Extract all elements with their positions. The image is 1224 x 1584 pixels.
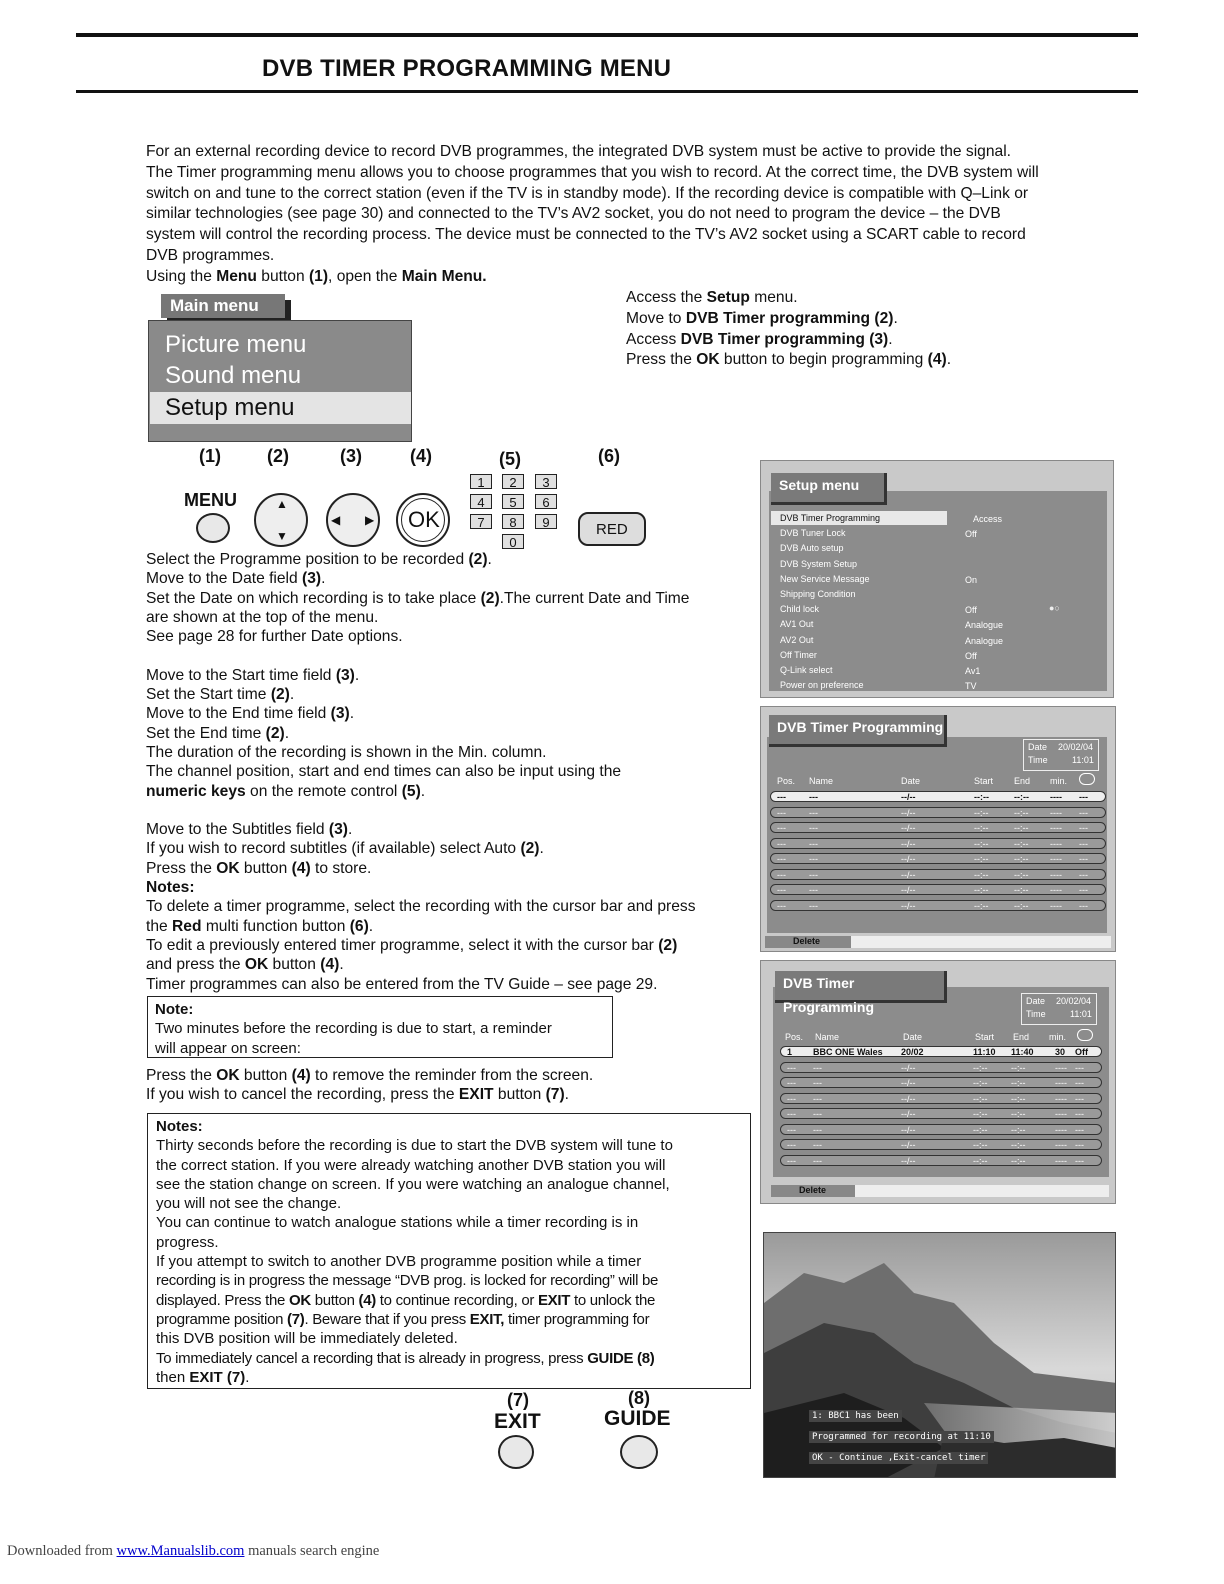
- step-move-timer: Move to DVB Timer programming (2).: [626, 309, 898, 327]
- table-cell: --:--: [973, 1124, 988, 1135]
- date-label: Date: [1028, 742, 1048, 752]
- main-menu-item-sound: Sound menu: [165, 362, 302, 389]
- notes-line: To immediately cancel a recording that is already in progress, press GUIDE (8): [156, 1349, 655, 1367]
- notes-line: you will not see the change.: [156, 1195, 342, 1213]
- table-cell: --:--: [974, 838, 989, 849]
- table-cell: ---: [1075, 1062, 1084, 1073]
- list-icon: [1077, 1029, 1093, 1041]
- table-cell: --:--: [973, 1078, 988, 1088]
- setup-row-label[interactable]: Q-Link select: [780, 665, 833, 675]
- table-cell: BBC ONE Wales: [813, 1047, 883, 1057]
- instructions: [146, 550, 758, 994]
- table-cell: --:--: [974, 807, 989, 818]
- table-cell: --:--: [1014, 838, 1029, 849]
- numeric-key-2[interactable]: 2: [502, 474, 524, 489]
- table-row[interactable]: [780, 1139, 1102, 1150]
- left-arrow-icon: ◀: [331, 513, 341, 527]
- table-cell: --/--: [901, 854, 916, 864]
- instr-line: numeric keys on the remote control (5).: [146, 782, 426, 800]
- reminder-screen-photo: [763, 1232, 1116, 1478]
- table-cell: ---: [787, 1124, 796, 1135]
- date-label: Date: [1026, 996, 1046, 1006]
- up-down-button[interactable]: [254, 493, 308, 547]
- table-row[interactable]: [780, 1093, 1102, 1104]
- table-cell: --:--: [1011, 1093, 1026, 1104]
- timer-column-header: Name: [815, 1032, 840, 1042]
- instr-line: See page 28 for further Date options.: [146, 628, 403, 646]
- table-cell: 1: [787, 1047, 793, 1057]
- table-cell: ---: [1075, 1078, 1084, 1088]
- table-cell: ---: [1079, 900, 1088, 911]
- instr-line: Timer programmes can also be entered from the TV Guide – see page 29.: [146, 975, 658, 993]
- setup-row-label[interactable]: DVB Timer Programming: [780, 513, 881, 523]
- table-cell: 20/02: [901, 1047, 924, 1057]
- intro-using-line: Using the Menu button (1), open the Main Menu.: [146, 267, 487, 285]
- table-cell: ---: [813, 1078, 822, 1088]
- note-line: Two minutes before the recording is due to start, a reminder: [155, 1020, 552, 1038]
- after-note: [146, 1066, 758, 1105]
- table-cell: ---: [787, 1109, 796, 1119]
- table-cell: ---: [1079, 792, 1088, 802]
- setup-row-label[interactable]: Power on preference: [780, 680, 864, 691]
- instr-line: To delete a timer programme, select the recording with the cursor bar and press: [146, 898, 696, 916]
- notes-line: progress.: [156, 1233, 219, 1251]
- table-cell: --:--: [973, 1062, 988, 1073]
- table-cell: ---: [777, 854, 786, 864]
- setup-row-value: On: [965, 574, 978, 585]
- timer-column-header: Name: [809, 776, 834, 786]
- table-row[interactable]: [780, 1062, 1102, 1073]
- numeric-key-9[interactable]: 9: [535, 514, 557, 529]
- down-arrow-icon: ▼: [276, 529, 288, 543]
- red-button[interactable]: [578, 512, 646, 546]
- intro-line: For an external recording device to record DVB programmes, the integrated DVB system must be active to provide the signal.: [146, 143, 1011, 160]
- delete-bar: [765, 936, 1111, 948]
- access-steps: [626, 288, 1126, 371]
- instr-line: If you wish to record subtitles (if available) select Auto (2).: [146, 840, 544, 858]
- notes-title: Notes:: [156, 1118, 203, 1135]
- setup-row-value: Analogue: [965, 620, 1004, 631]
- reminder-osd-line-2: Programmed for recording at 11:10: [809, 1431, 994, 1443]
- timer-column-header: min.: [1050, 776, 1068, 786]
- setup-row-label[interactable]: Child lock: [780, 604, 820, 615]
- table-cell: ---: [777, 823, 786, 833]
- table-cell: ---: [1075, 1140, 1084, 1150]
- ok-button[interactable]: [396, 493, 450, 547]
- intro-line: DVB programmes.: [146, 246, 275, 264]
- ok-button-label: OK: [408, 507, 440, 532]
- spacer: [146, 801, 758, 820]
- setup-row-value: Analogue: [965, 635, 1004, 646]
- setup-menu-screen: [760, 460, 1114, 698]
- table-cell: ---: [809, 823, 818, 833]
- setup-row-label[interactable]: DVB System Setup: [780, 558, 858, 569]
- numeric-key-1[interactable]: 1: [470, 474, 492, 489]
- timer-screen-empty: [760, 706, 1116, 952]
- table-cell: ----: [1055, 1109, 1067, 1119]
- table-cell: --:--: [973, 1155, 988, 1166]
- menu-button-label: MENU: [184, 490, 237, 510]
- table-cell: ---: [1079, 854, 1088, 864]
- setup-row-label[interactable]: AV1 Out: [780, 619, 814, 630]
- red-button-label: RED: [596, 521, 628, 538]
- table-row[interactable]: [780, 1077, 1102, 1088]
- table-cell: ----: [1050, 854, 1062, 864]
- table-cell: --:--: [1014, 854, 1029, 864]
- table-cell: ----: [1055, 1062, 1067, 1073]
- table-cell: ---: [809, 854, 818, 864]
- notes-heading: Notes:: [146, 879, 195, 897]
- table-cell: --/--: [901, 900, 916, 911]
- table-cell: Off: [1075, 1047, 1088, 1057]
- table-cell: ----: [1055, 1140, 1067, 1150]
- timer-column-header: min.: [1049, 1032, 1067, 1042]
- intro-line: system will control the recording process. The device must be connected to the TV’s AV2 socket using a SCART cable to record: [146, 226, 1026, 244]
- table-row[interactable]: [780, 1155, 1102, 1166]
- title-rule: [76, 90, 1138, 93]
- page-title: DVB TIMER PROGRAMMING MENU: [262, 55, 672, 82]
- table-cell: ---: [813, 1155, 822, 1166]
- exit-number-label: (7): [507, 1390, 529, 1410]
- label-3: (3): [340, 446, 362, 466]
- setup-row-label[interactable]: DVB Auto setup: [780, 543, 844, 554]
- step-access-timer: Access DVB Timer programming (3).: [626, 330, 893, 348]
- table-cell: --:--: [974, 869, 989, 880]
- list-icon: [1079, 773, 1095, 785]
- table-cell: ---: [1075, 1124, 1084, 1135]
- table-cell: ---: [1079, 885, 1088, 895]
- notes-line: the correct station. If you were already watching another DVB station you will: [156, 1156, 666, 1174]
- notes-line: Thirty seconds before the recording is due to start the DVB system will tune to: [156, 1137, 673, 1155]
- timer-column-header: Pos.: [777, 776, 796, 786]
- note-box: [147, 996, 613, 1058]
- note-title: Note:: [155, 1001, 194, 1018]
- timer-column-header: Start: [974, 776, 994, 786]
- table-cell: ---: [777, 807, 786, 818]
- setup-row-label[interactable]: Off Timer: [780, 649, 817, 660]
- label-6: (6): [598, 446, 620, 466]
- top-rule: [76, 33, 1138, 37]
- setup-row-label[interactable]: Shipping Condition: [780, 589, 856, 599]
- table-cell: --:--: [1011, 1078, 1026, 1088]
- table-cell: --:--: [974, 854, 989, 864]
- time-label: Time: [1028, 755, 1048, 765]
- table-cell: --/--: [901, 1093, 916, 1104]
- table-cell: --:--: [1014, 823, 1029, 833]
- table-cell: --/--: [901, 1140, 916, 1150]
- table-cell: --:--: [973, 1140, 988, 1150]
- table-cell: 30: [1055, 1047, 1066, 1057]
- main-menu-tab: Main menu: [161, 294, 285, 318]
- instr-line: The duration of the recording is shown in the Min. column.: [146, 743, 547, 761]
- intro-line: similar technologies (see page 30) and connected to the TV’s AV2 socket, you do not need to program the device – the DVB: [146, 205, 1001, 223]
- timer-column-header: Date: [903, 1032, 923, 1042]
- menu-button[interactable]: [196, 513, 230, 543]
- table-cell: --/--: [901, 1109, 916, 1119]
- instr-line: Press the OK button (4) to store.: [146, 859, 372, 877]
- table-cell: --/--: [901, 1155, 916, 1166]
- table-cell: ---: [777, 885, 786, 895]
- instr-line: To edit a previously entered timer programme, select it with the cursor bar (2): [146, 936, 678, 954]
- numeric-key-6[interactable]: 6: [535, 494, 557, 509]
- table-cell: --:--: [1011, 1155, 1026, 1166]
- date-value: 20/02/04: [1058, 742, 1094, 752]
- notes-line: this DVB position will be immediately deleted.: [156, 1330, 458, 1348]
- setup-row-value: Access: [973, 514, 1003, 524]
- table-cell: 11:40: [1011, 1047, 1034, 1057]
- table-cell: --/--: [901, 1078, 916, 1088]
- setup-row-value: TV: [965, 681, 977, 692]
- setup-row-value: Av1: [965, 666, 981, 676]
- table-cell: ---: [813, 1062, 822, 1073]
- instr-line: Set the Date on which recording is to take place (2).The current Date and Time: [146, 589, 690, 607]
- guide-label: GUIDE: [604, 1407, 671, 1430]
- setup-menu-tab: Setup menu: [771, 473, 887, 505]
- up-arrow-icon: ▲: [276, 497, 288, 511]
- intro-paragraph: [146, 142, 1106, 288]
- notes-box: [147, 1113, 751, 1389]
- table-cell: ---: [777, 869, 786, 880]
- notes-line: You can continue to watch analogue stations while a timer recording is in: [156, 1214, 639, 1232]
- table-cell: ----: [1050, 869, 1062, 880]
- table-cell: ---: [809, 807, 818, 818]
- main-menu-item-picture: Picture menu: [165, 331, 307, 358]
- instr-line: The channel position, start and end times can also be input using the: [146, 763, 622, 781]
- timer-column-header: End: [1014, 776, 1031, 786]
- setup-row-label[interactable]: DVB Tuner Lock: [780, 528, 846, 539]
- time-value: 11:01: [1070, 1009, 1092, 1019]
- table-cell: --/--: [901, 838, 916, 849]
- setup-row-value: Off: [965, 605, 977, 616]
- table-cell: --/--: [901, 823, 916, 833]
- table-cell: ----: [1055, 1155, 1067, 1166]
- numeric-key-8[interactable]: 8: [502, 514, 524, 529]
- table-cell: ----: [1050, 900, 1062, 911]
- table-cell: --/--: [901, 792, 916, 802]
- table-cell: ---: [777, 838, 786, 849]
- notes-line: see the station change on screen. If you were watching an analogue channel,: [156, 1175, 670, 1193]
- footer: [7, 1543, 379, 1560]
- spacer: [146, 646, 758, 665]
- table-cell: ---: [813, 1140, 822, 1150]
- table-cell: ---: [813, 1124, 822, 1135]
- table-cell: ---: [787, 1062, 796, 1073]
- table-cell: --:--: [1014, 869, 1029, 880]
- table-cell: ---: [1075, 1155, 1084, 1166]
- instr-line: Move to the Subtitles field (3).: [146, 821, 353, 839]
- timer-column-header: Date: [901, 776, 921, 786]
- table-cell: --:--: [1014, 900, 1029, 911]
- table-cell: --:--: [1011, 1124, 1026, 1135]
- table-cell: --:--: [974, 900, 989, 911]
- footer-suffix: manuals search engine: [244, 1543, 380, 1559]
- table-cell: --:--: [1014, 792, 1029, 802]
- right-arrow-icon: ▶: [365, 513, 375, 527]
- table-cell: ---: [787, 1140, 796, 1150]
- table-cell: ----: [1050, 885, 1062, 895]
- table-cell: ---: [809, 869, 818, 880]
- table-cell: ----: [1050, 823, 1062, 833]
- table-cell: ----: [1050, 792, 1062, 802]
- table-cell: --/--: [901, 1124, 916, 1135]
- time-value: 11:01: [1072, 755, 1094, 765]
- notes-line: displayed. Press the OK button (4) to continue recording, or EXIT to unlock the: [156, 1291, 656, 1309]
- notes-line: then EXIT (7).: [156, 1368, 250, 1386]
- table-cell: ---: [787, 1155, 796, 1166]
- table-cell: --:--: [1011, 1140, 1026, 1150]
- table-row[interactable]: [780, 1108, 1102, 1119]
- after-note-line: If you wish to cancel the recording, press the EXIT button (7).: [146, 1086, 570, 1104]
- table-cell: --/--: [901, 869, 916, 880]
- table-cell: --/--: [901, 1062, 916, 1073]
- instr-line: Set the Start time (2).: [146, 686, 295, 704]
- table-cell: --/--: [901, 885, 916, 895]
- timer-screen-filled: [760, 960, 1116, 1204]
- numeric-key-0[interactable]: 0: [502, 534, 524, 549]
- date-value: 20/02/04: [1056, 996, 1092, 1006]
- numeric-key-5[interactable]: 5: [502, 494, 524, 509]
- label-4: (4): [410, 446, 432, 466]
- table-cell: ----: [1055, 1124, 1067, 1135]
- step-access-setup: Access the Setup menu.: [626, 289, 798, 306]
- table-cell: --:--: [1014, 885, 1029, 895]
- instr-line: the Red multi function button (6).: [146, 917, 374, 935]
- timer-tab: DVB Timer Programming: [775, 971, 947, 1003]
- instr-line: Move to the Date field (3).: [146, 570, 326, 588]
- left-right-button[interactable]: [326, 493, 380, 547]
- notes-line: If you attempt to switch to another DVB programme position while a timer: [156, 1253, 642, 1271]
- table-cell: ---: [787, 1093, 796, 1104]
- table-cell: ---: [1079, 869, 1088, 880]
- table-cell: ---: [777, 900, 786, 911]
- numeric-key-7[interactable]: 7: [470, 514, 492, 529]
- table-cell: --:--: [973, 1093, 988, 1104]
- table-row[interactable]: [780, 1124, 1102, 1135]
- notes-line: recording is in progress the message “DVB prog. is locked for recording” will be: [156, 1272, 659, 1290]
- table-cell: ---: [809, 885, 818, 895]
- table-cell: --:--: [1014, 807, 1029, 818]
- table-cell: --:--: [974, 885, 989, 895]
- intro-line: The Timer programming menu allows you to choose programmes that you wish to record. At the correct time, the DVB system will: [146, 163, 1039, 181]
- step-press-ok: Press the OK button to begin programming (4).: [626, 351, 952, 369]
- table-cell: ---: [809, 900, 818, 911]
- numeric-key-3[interactable]: 3: [535, 474, 557, 489]
- timer-column-header: End: [1013, 1032, 1030, 1042]
- setup-row-label[interactable]: New Service Message: [780, 573, 870, 584]
- delete-label[interactable]: Delete: [799, 1185, 827, 1195]
- label-5: (5): [499, 449, 521, 469]
- timer-tab: DVB Timer Programming: [769, 715, 947, 747]
- table-cell: --:--: [974, 823, 989, 833]
- label-2: (2): [267, 446, 289, 466]
- setup-row-label[interactable]: AV2 Out: [780, 634, 814, 645]
- instr-line: Select the Programme position to be recorded (2).: [146, 551, 492, 568]
- reminder-osd-line-1: 1: BBC1 has been: [809, 1410, 902, 1422]
- guide-button[interactable]: [620, 1435, 658, 1469]
- exit-button[interactable]: [498, 1435, 534, 1469]
- date-time-box: [1021, 993, 1097, 1025]
- timer-column-header: Pos.: [785, 1032, 804, 1042]
- table-cell: ---: [1079, 823, 1088, 833]
- table-cell: ---: [1075, 1093, 1084, 1104]
- date-time-box: [1023, 739, 1099, 771]
- table-cell: --:--: [1011, 1109, 1026, 1119]
- instr-line: Set the End time (2).: [146, 724, 290, 742]
- reminder-osd-line-3: OK - Continue ,Exit-cancel timer: [809, 1452, 988, 1464]
- table-cell: ---: [809, 792, 818, 802]
- intro-line: switch on and tune to the correct station (even if the TV is in standby mode). If the recording device is compatible with Q–Link or: [146, 184, 1029, 202]
- timer-column-header: Start: [975, 1032, 995, 1042]
- table-cell: ---: [809, 838, 818, 849]
- table-cell: ----: [1055, 1078, 1067, 1088]
- footer-prefix: Downloaded from: [7, 1543, 117, 1559]
- notes-line: programme position (7). Beware that if you press EXIT, timer programming for: [156, 1310, 650, 1328]
- table-cell: ---: [787, 1078, 796, 1088]
- main-menu-item-setup: Setup menu: [165, 394, 295, 421]
- table-cell: ---: [777, 792, 786, 802]
- table-cell: ---: [1079, 838, 1088, 849]
- manualslib-link[interactable]: www.Manualslib.com: [116, 1543, 245, 1559]
- instr-line: Move to the Start time field (3).: [146, 666, 360, 684]
- note-line: will appear on screen:: [155, 1039, 301, 1057]
- table-cell: ---: [813, 1109, 822, 1119]
- child-lock-icon: ●○: [1049, 603, 1060, 613]
- table-cell: ----: [1050, 838, 1062, 849]
- instr-line: and press the OK button (4).: [146, 956, 344, 974]
- setup-row-value: Off: [965, 650, 977, 661]
- numeric-key-4[interactable]: 4: [470, 494, 492, 509]
- table-cell: ---: [813, 1093, 822, 1104]
- guide-number-label: (8): [628, 1388, 650, 1408]
- table-cell: --:--: [1011, 1062, 1026, 1073]
- exit-label: EXIT: [494, 1410, 541, 1433]
- table-cell: --/--: [901, 807, 916, 818]
- table-cell: ---: [1075, 1109, 1084, 1119]
- after-note-line: Press the OK button (4) to remove the reminder from the screen.: [146, 1067, 594, 1084]
- table-cell: --:--: [974, 792, 989, 802]
- table-cell: ----: [1055, 1093, 1067, 1104]
- table-cell: 11:10: [973, 1047, 996, 1057]
- table-cell: --:--: [973, 1109, 988, 1119]
- delete-bar: [771, 1185, 1109, 1197]
- table-cell: ----: [1050, 807, 1062, 818]
- table-cell: ---: [1079, 807, 1088, 818]
- instr-line: Move to the End time field (3).: [146, 705, 355, 723]
- delete-label[interactable]: Delete: [793, 936, 821, 946]
- time-label: Time: [1026, 1009, 1046, 1019]
- label-1: (1): [199, 446, 221, 466]
- instr-line: are shown at the top of the menu.: [146, 608, 379, 626]
- setup-row-value: Off: [965, 529, 977, 540]
